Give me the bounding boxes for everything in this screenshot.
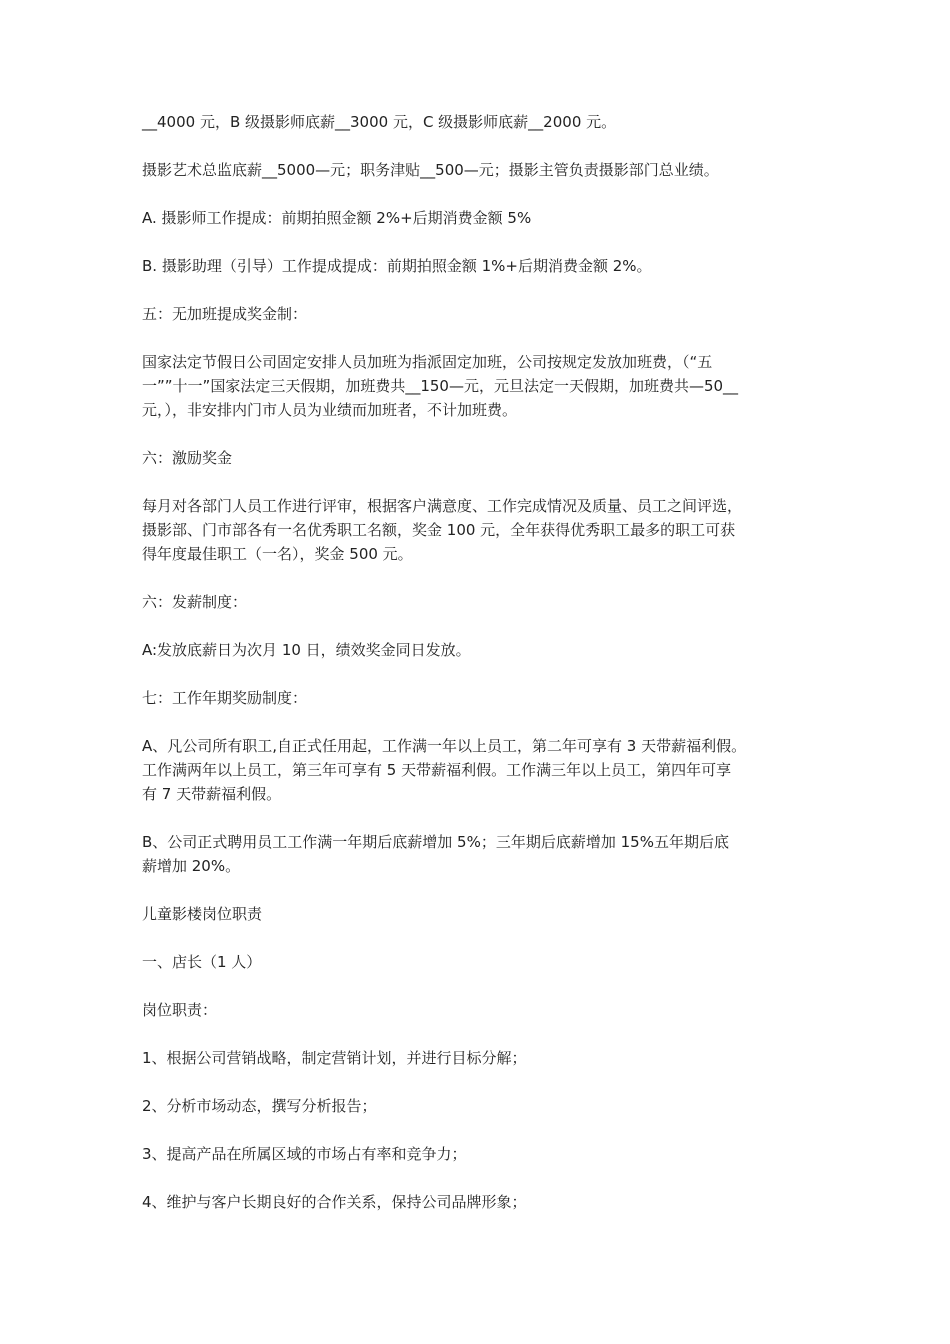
document-paragraph — [142, 302, 812, 326]
paragraph-line: 五：无加班提成奖金制： — [142, 305, 308, 323]
document-paragraph — [142, 734, 812, 806]
document-paragraph — [142, 110, 812, 134]
paragraph-line: 一””十一”国家法定三天假期，加班费共__150—元，元旦法定一天假期，加班费共—50__ — [142, 377, 739, 395]
paragraph-line: 一、店长（1 人） — [142, 953, 262, 971]
document-paragraph — [142, 446, 812, 470]
document-paragraph — [142, 830, 812, 878]
document-paragraph — [142, 998, 812, 1022]
paragraph-line: B、公司正式聘用员工工作满一年期后底薪增加 5%；三年期后底薪增加 15%五年期后底 — [142, 833, 729, 851]
document-paragraph — [142, 950, 812, 974]
paragraph-line: 元，），非安排内门市人员为业绩而加班者，不计加班费。 — [142, 401, 518, 419]
document-paragraph — [142, 686, 812, 710]
document-paragraph — [142, 350, 812, 422]
document-paragraph — [142, 1046, 812, 1070]
paragraph-line: 3、提高产品在所属区域的市场占有率和竞争力； — [142, 1145, 467, 1163]
paragraph-line: A:发放底薪日为次月 10 日，绩效奖金同日发放。 — [142, 641, 471, 659]
document-paragraph — [142, 902, 812, 926]
document-paragraph — [142, 206, 812, 230]
paragraph-line: 岗位职责： — [142, 1001, 218, 1019]
paragraph-line: 4、维护与客户长期良好的合作关系，保持公司品牌形象； — [142, 1193, 527, 1211]
paragraph-line: 儿童影楼岗位职责 — [142, 905, 263, 923]
document-paragraph — [142, 1190, 812, 1214]
paragraph-line: 有 7 天带薪福利假。 — [142, 785, 282, 803]
paragraph-line: __4000 元，B 级摄影师底薪__3000 元，C 级摄影师底薪__2000 元。 — [142, 113, 617, 131]
document-body — [142, 110, 812, 1238]
document-paragraph — [142, 158, 812, 182]
paragraph-line: 工作满两年以上员工，第三年可享有 5 天带薪福利假。工作满三年以上员工，第四年可享 — [142, 761, 732, 779]
paragraph-line: A. 摄影师工作提成：前期拍照金额 2%+后期消费金额 5% — [142, 209, 532, 227]
document-paragraph — [142, 590, 812, 614]
paragraph-line: A、凡公司所有职工,自正式任用起，工作满一年以上员工，第二年可享有 3 天带薪福利假。 — [142, 737, 747, 755]
paragraph-line: 国家法定节假日公司固定安排人员加班为指派固定加班，公司按规定发放加班费，（“五 — [142, 353, 713, 371]
paragraph-line: B. 摄影助理（引导）工作提成提成：前期拍照金额 1%+后期消费金额 2%。 — [142, 257, 652, 275]
paragraph-line: 摄影艺术总监底薪__5000—元；职务津贴__500—元；摄影主管负责摄影部门总业绩。 — [142, 161, 719, 179]
paragraph-line: 七：工作年期奖励制度： — [142, 689, 308, 707]
document-paragraph — [142, 638, 812, 662]
paragraph-line: 1、根据公司营销战略，制定营销计划，并进行目标分解； — [142, 1049, 527, 1067]
paragraph-line: 六：激励奖金 — [142, 449, 233, 467]
document-paragraph — [142, 1142, 812, 1166]
document-paragraph — [142, 254, 812, 278]
document-paragraph — [142, 1094, 812, 1118]
paragraph-line: 薪增加 20%。 — [142, 857, 241, 875]
document-paragraph — [142, 494, 812, 566]
paragraph-line: 每月对各部门人员工作进行评审，根据客户满意度、工作完成情况及质量、员工之间评选， — [142, 497, 743, 515]
paragraph-line: 得年度最佳职工（一名），奖金 500 元。 — [142, 545, 413, 563]
paragraph-line: 六：发薪制度： — [142, 593, 248, 611]
paragraph-line: 摄影部、门市部各有一名优秀职工名额，奖金 100 元，全年获得优秀职工最多的职工可获 — [142, 521, 736, 539]
paragraph-line: 2、分析市场动态，撰写分析报告； — [142, 1097, 377, 1115]
